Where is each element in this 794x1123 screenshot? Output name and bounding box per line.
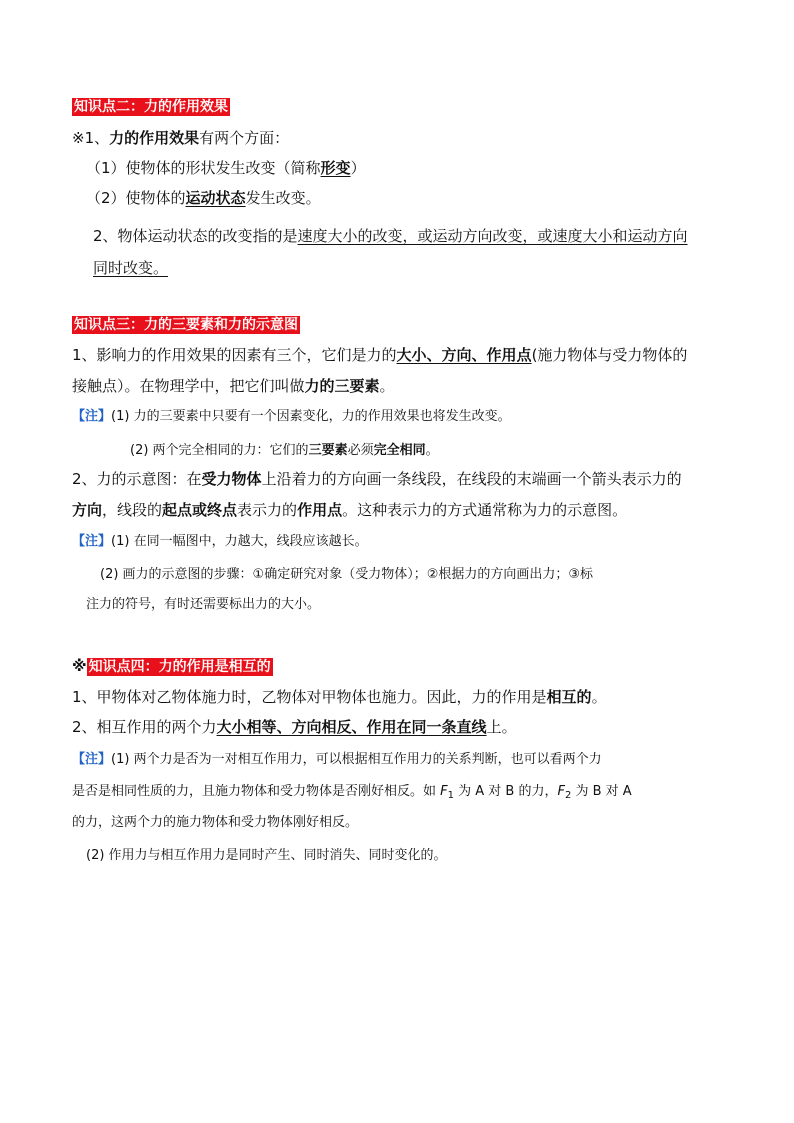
- key-term: 形变: [320, 159, 351, 177]
- text: （2）使物体的: [86, 189, 186, 207]
- text: 上。: [486, 718, 517, 736]
- s2-line-4: [93, 225, 688, 247]
- section-4-heading: 知识点四：力的作用是相互的: [88, 659, 271, 675]
- s3-line-2: [72, 375, 395, 397]
- text: ）: [350, 159, 366, 177]
- s3-note-4: [100, 564, 593, 586]
- s4-line-1: [72, 686, 607, 708]
- text: 上沿着力的方向画一条线段，在线段的末端画一个箭头表示力的: [261, 470, 682, 488]
- text: 。: [591, 688, 607, 706]
- force-symbol: F: [440, 784, 448, 799]
- note-text: (2) 画力的示意图的步骤：①确定研究对象（受力物体）；②根据力的方向画出力；③标: [100, 567, 594, 582]
- note-tag: 【注】: [72, 752, 112, 767]
- text: 2、相互作用的两个力: [72, 718, 217, 736]
- s3-line-1: [72, 344, 687, 366]
- subscript: 1: [447, 790, 454, 801]
- text: 有两个方面：: [199, 129, 290, 147]
- s4-note-2: [72, 781, 632, 807]
- underlined-text: 同时改变。: [93, 259, 169, 277]
- text: 。: [379, 377, 395, 395]
- note-text: (1) 两个力是否为一对相互作用力，可以根据相互作用力的关系判断，也可以看两个力: [111, 752, 602, 767]
- s3-line-3: [72, 468, 682, 490]
- bold-term: 三要素: [308, 443, 348, 458]
- force-symbol: F: [557, 784, 565, 799]
- section-3-heading-line: [72, 313, 300, 336]
- text: 。这种表示力的方式通常称为力的示意图。: [342, 501, 628, 519]
- text: 1、甲物体对乙物体施力时，乙物体对甲物体也施力。因此，力的作用是: [72, 688, 547, 706]
- note-text: (2) 作用力与相互作用力是同时产生、同时消失、同时变化的。: [86, 848, 447, 863]
- s2-line-5: [93, 257, 168, 279]
- section-2-heading: 知识点二：力的作用效果: [74, 99, 228, 115]
- s4-note-4: [86, 845, 447, 867]
- note-text: (2) 两个完全相同的力：它们的: [130, 443, 309, 458]
- subscript: 2: [564, 790, 572, 801]
- reference-mark: ※: [72, 657, 87, 675]
- text: ，线段的: [102, 501, 163, 519]
- bold-term: 力的作用效果: [109, 129, 200, 147]
- s2-line-1: [72, 127, 289, 149]
- s3-note-3: [72, 531, 368, 553]
- note-tag: 【注】: [72, 409, 112, 424]
- bold-term: 方向: [72, 501, 103, 519]
- key-term: 大小相等、方向相反、作用在同一条直线: [216, 718, 487, 736]
- note-text: 的力，这两个力的施力物体和受力物体刚好相反。: [72, 815, 359, 830]
- section-2-heading-line: [72, 95, 230, 118]
- section-3-heading: 知识点三：力的三要素和力的示意图: [74, 317, 298, 333]
- note-text: (1) 在同一幅图中，力越大，线段应该越长。: [111, 534, 368, 549]
- note-text: 是否是相同性质的力，且施力物体和受力物体是否刚好相反。如: [72, 784, 441, 799]
- s3-note-1: [72, 406, 511, 428]
- text: （1）使物体的形状发生改变（简称: [86, 159, 321, 177]
- text: 发生改变。: [245, 189, 321, 207]
- key-term: 大小、方向、作用点: [396, 346, 532, 364]
- note-text: 为 B 对 A: [571, 784, 632, 799]
- s3-note-5: [86, 594, 320, 616]
- bold-term: 受力物体: [201, 470, 262, 488]
- section-4-heading-line: [72, 655, 273, 678]
- bold-term: 完全相同: [373, 443, 426, 458]
- note-text: 。: [425, 443, 439, 458]
- note-text: 必须: [347, 443, 374, 458]
- text: 接触点）。在物理学中，把它们叫做: [72, 377, 305, 395]
- bold-term: 起点或终点: [162, 501, 238, 519]
- s3-note-2: [130, 440, 439, 462]
- note-text: 为 A 对 B 的力，: [454, 784, 558, 799]
- bold-term: 相互的: [546, 688, 592, 706]
- s4-line-2: [72, 716, 517, 738]
- s4-note-3: [72, 812, 358, 834]
- text: ※1、: [72, 129, 110, 147]
- s2-line-2: [86, 157, 366, 179]
- bold-term: 作用点: [297, 501, 343, 519]
- s3-line-4: [72, 499, 627, 521]
- s2-line-3: [86, 187, 321, 209]
- underlined-text: 速度大小的改变，或运动方向改变，或速度大小和运动方向: [297, 227, 688, 245]
- s4-note-1: [72, 749, 602, 771]
- text: (施力物体与受力物体的: [531, 346, 688, 364]
- note-text: 注力的符号，有时还需要标出力的大小。: [86, 597, 321, 612]
- note-text: (1) 力的三要素中只要有一个因素变化，力的作用效果也将发生改变。: [111, 409, 511, 424]
- note-tag: 【注】: [72, 534, 112, 549]
- text: 2、物体运动状态的改变指的是: [93, 227, 298, 245]
- text: 表示力的: [237, 501, 298, 519]
- text: 1、影响力的作用效果的因素有三个，它们是力的: [72, 346, 397, 364]
- text: 2、力的示意图：在: [72, 470, 202, 488]
- key-term: 运动状态: [185, 189, 246, 207]
- bold-term: 力的三要素: [304, 377, 380, 395]
